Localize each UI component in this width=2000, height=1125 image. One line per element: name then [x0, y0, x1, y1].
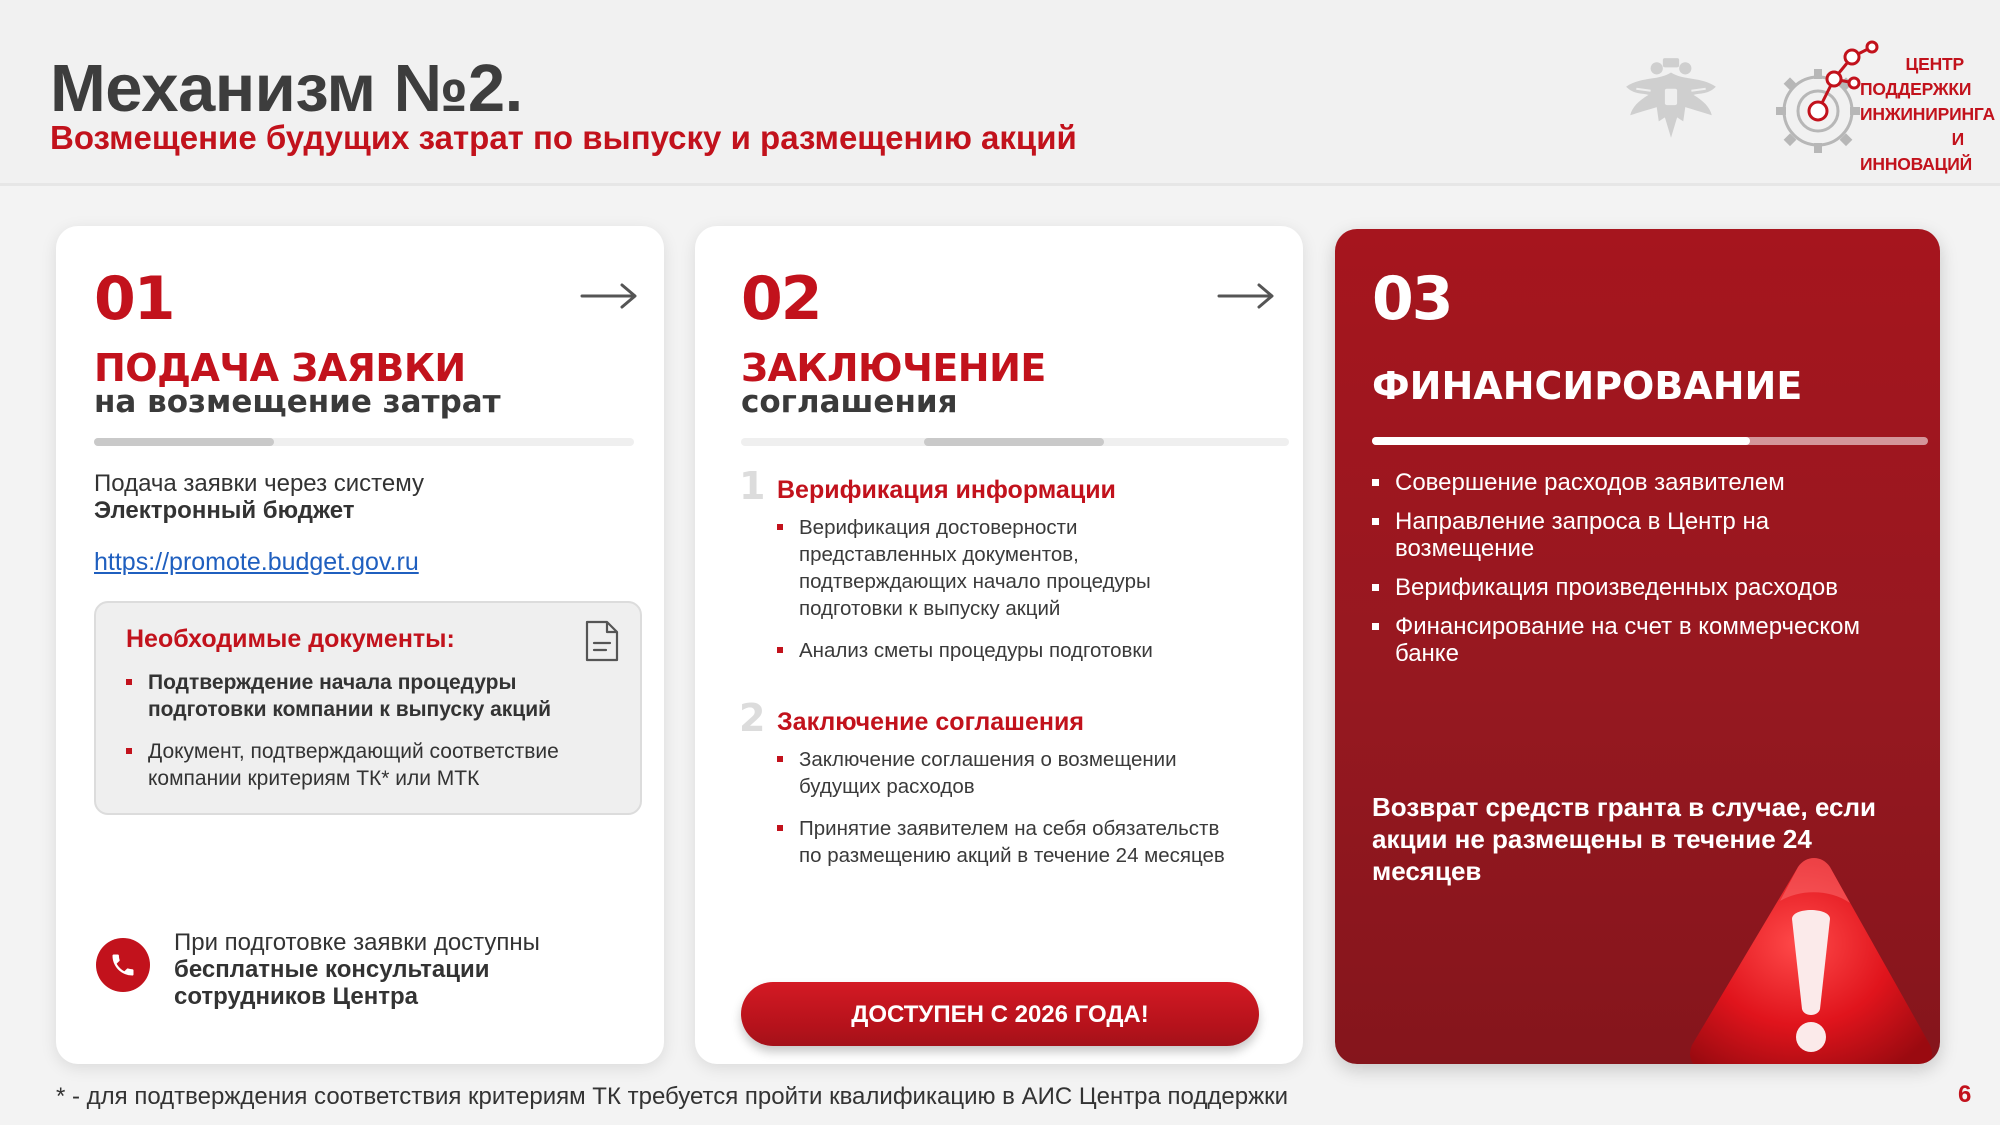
step-number: 01	[94, 264, 174, 334]
consultation-note	[174, 929, 644, 1010]
step-progress-fill	[924, 438, 1104, 446]
document-icon	[584, 619, 620, 663]
section-number: 1	[739, 464, 766, 508]
agreement-list	[777, 746, 1237, 884]
submission-line: Подача заявки через систему	[94, 470, 425, 497]
documents-title: Необходимые документы:	[126, 625, 455, 653]
logo-line-2: ПОДДЕРЖКИ	[1860, 79, 1972, 99]
double-headed-eagle-icon	[1620, 50, 1722, 152]
verification-list	[777, 514, 1237, 679]
section-number: 2	[739, 696, 766, 740]
logo-line-3: ИНЖИНИРИНГА	[1860, 104, 1995, 124]
list-item: Анализ сметы процедуры подготовки	[777, 637, 1237, 664]
financing-list	[1372, 469, 1912, 679]
step-progress-bar	[94, 438, 634, 446]
step-title: ФИНАНСИРОВАНИЕ	[1372, 364, 1803, 408]
step-title: ПОДАЧА ЗАЯВКИ	[94, 346, 466, 390]
list-item: Документ, подтверждающий соответствие компании критериям ТК* или МТК	[126, 738, 626, 792]
list-item: Совершение расходов заявителем	[1372, 469, 1912, 496]
available-from-2026-button[interactable]: ДОСТУПЕН С 2026 ГОДА!	[741, 982, 1259, 1046]
list-item: Финансирование на счет в коммерческом банке	[1372, 613, 1912, 667]
budget-portal-link[interactable]: https://promote.budget.gov.ru	[94, 548, 419, 576]
step-number: 03	[1372, 264, 1452, 334]
arrow-right-icon	[580, 281, 638, 311]
step-title: ЗАКЛЮЧЕНИЕ	[741, 346, 1046, 390]
consultation-bold: бесплатные консультации сотрудников Центра	[174, 956, 490, 1010]
list-item: Подтверждение начала процедуры подготовки компании к выпуску акций	[126, 669, 626, 723]
step-progress-fill	[1372, 437, 1750, 445]
documents-list	[126, 669, 626, 807]
step-subtitle: соглашения	[741, 384, 958, 420]
grant-refund-note: Возврат средств гранта в случае, если акции не размещены в течение 24 месяцев	[1372, 792, 1877, 886]
page-subtitle: Возмещение будущих затрат по выпуску и размещению акций	[50, 119, 1077, 156]
warning-triangle-icon	[1680, 849, 1940, 1064]
list-item: Верификация достоверности представленных документов, подтверждающих начало процедуры подготовки к выпуску акций	[777, 514, 1237, 622]
step-progress-bar	[741, 438, 1289, 446]
system-name: Электронный бюджет	[94, 497, 355, 524]
step-subtitle: на возмещение затрат	[94, 384, 501, 420]
step-card-1	[56, 226, 664, 1064]
list-item: Заключение соглашения о возмещении будущих расходов	[777, 746, 1237, 800]
page-number: 6	[1958, 1081, 1972, 1108]
page-title: Механизм №2.	[50, 51, 523, 126]
section-title: Заключение соглашения	[777, 708, 1084, 736]
logo-line-4: И ИННОВАЦИЙ	[1860, 129, 1973, 174]
step-card-2	[695, 226, 1303, 1064]
step-progress-bar	[1372, 437, 1928, 445]
step-progress-fill	[94, 438, 274, 446]
required-documents-box	[94, 601, 642, 815]
list-item: Принятие заявителем на себя обязательств по размещению акций в течение 24 месяцев	[777, 815, 1237, 869]
submission-text	[94, 470, 634, 524]
section-title: Верификация информации	[777, 476, 1116, 504]
list-item: Верификация произведенных расходов	[1372, 574, 1912, 601]
arrow-right-icon	[1217, 281, 1275, 311]
step-number: 02	[741, 264, 821, 334]
list-item: Направление запроса в Центр на возмещение	[1372, 508, 1912, 562]
logo-line-1: ЦЕНТР	[1905, 54, 1964, 74]
header	[0, 0, 2000, 186]
phone-icon	[96, 938, 150, 992]
consultation-line: При подготовке заявки доступны	[174, 929, 540, 956]
step-card-3	[1335, 229, 1940, 1064]
center-logo-text	[1860, 52, 1995, 177]
footnote: * - для подтверждения соответствия критериям ТК требуется пройти квалификацию в АИС Центра поддержки	[56, 1083, 1289, 1110]
